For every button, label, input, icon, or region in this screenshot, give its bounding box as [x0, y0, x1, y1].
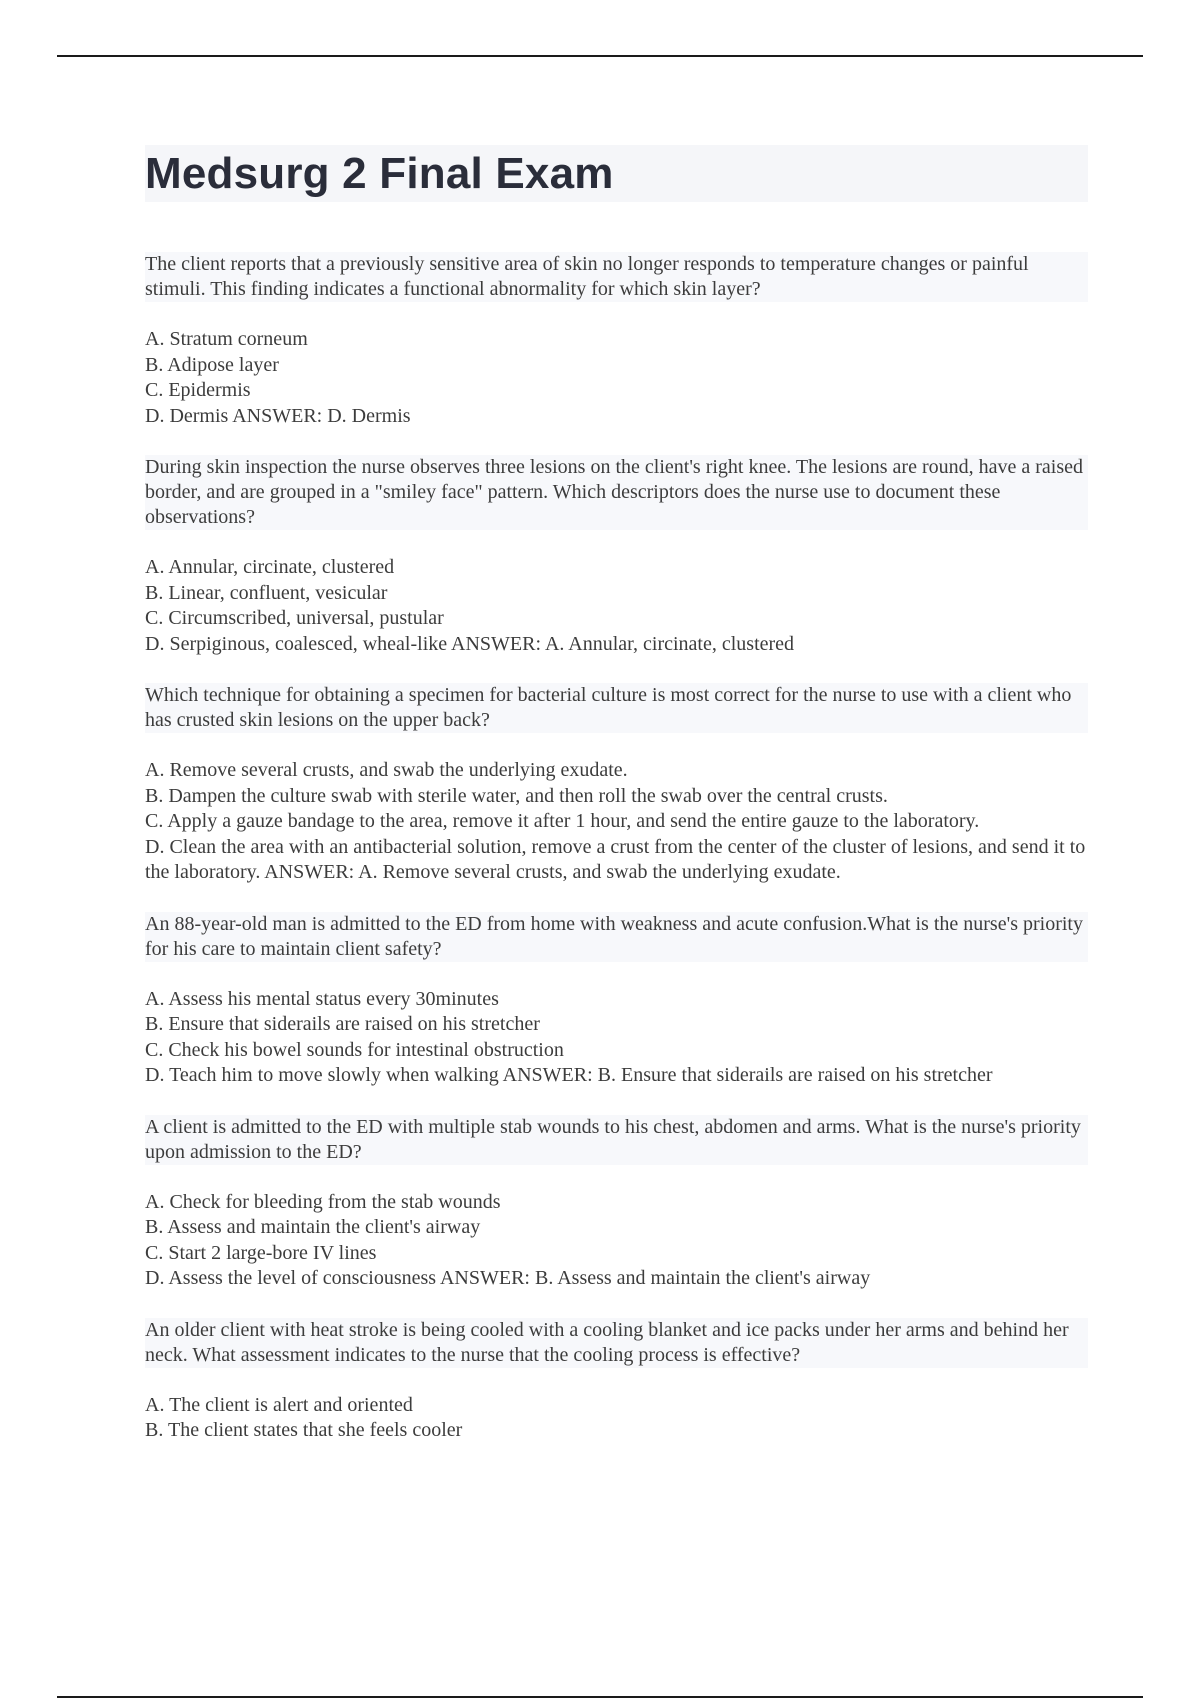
question-list: [145, 252, 1095, 1470]
question-block: [145, 912, 1095, 1089]
question-text: A client is admitted to the ED with multiple stab wounds to his chest, abdomen and arms. What is the nurse's priority upon admission to the ED?: [145, 1115, 1088, 1165]
question-block: [145, 455, 1095, 657]
option-d-text: D. Assess the level of consciousness: [145, 1267, 437, 1289]
option-a: A. Assess his mental status every 30minutes: [145, 987, 499, 1010]
option-d: [145, 404, 1095, 430]
option-c: C. Start 2 large-bore IV lines: [145, 1241, 377, 1264]
question-text: The client reports that a previously sensitive area of skin no longer responds to temperature changes or painful stimuli. This finding indicates a functional abnormality for which skin layer?: [145, 252, 1088, 302]
option-c: C. Epidermis: [145, 379, 251, 401]
option-b: B. Dampen the culture swab with sterile water, and then roll the swab over the central crusts.: [145, 784, 888, 807]
option-d-text: D. Clean the area with an antibacterial solution, remove a crust from the center of the cluster of lesions, and send it to the laboratory.: [145, 835, 1086, 883]
option-c: C. Apply a gauze bandage to the area, remove it after 1 hour, and send the entire gauze to the laboratory.: [145, 810, 980, 832]
option-a: A. Stratum corneum: [145, 328, 308, 350]
option-b: B. Adipose layer: [145, 353, 279, 376]
option-d: [145, 1063, 1095, 1089]
header-rule: [57, 55, 1143, 57]
question-text: During skin inspection the nurse observes three lesions on the client's right knee. The lesions are round, have a raised border, and are grouped in a "smiley face" pattern. Which descriptors does the nurse use to document these observations?: [145, 455, 1088, 530]
option-a: A. Check for bleeding from the stab wounds: [145, 1190, 501, 1213]
option-d-text: D. Serpiginous, coalesced, wheal-like: [145, 632, 448, 655]
question-text: Which technique for obtaining a specimen for bacterial culture is most correct for the nurse to use with a client who has crusted skin lesions on the upper back?: [145, 683, 1088, 733]
option-b: B. Linear, confluent, vesicular: [145, 581, 388, 604]
question-block: [145, 1115, 1095, 1292]
answer-text: ANSWER: B. Assess and maintain the client's airway: [439, 1267, 871, 1289]
option-d: [145, 632, 1095, 658]
option-d: [145, 1266, 1095, 1292]
question-block: [145, 683, 1095, 886]
title-banner: [145, 145, 1088, 202]
option-a: A. Annular, circinate, clustered: [145, 556, 395, 578]
option-d: [145, 835, 1088, 886]
option-b: B. Assess and maintain the client's airway: [145, 1216, 481, 1238]
option-a: A. Remove several crusts, and swab the underlying exudate.: [145, 759, 628, 781]
document-title: Medsurg 2 Final Exam: [145, 148, 614, 198]
answer-text: ANSWER: A. Annular, circinate, clustered: [451, 632, 795, 655]
option-b: B. The client states that she feels cooler: [145, 1419, 463, 1441]
answer-text: ANSWER: D. Dermis: [232, 404, 411, 427]
footer-rule: [57, 1696, 1143, 1698]
option-c: C. Circumscribed, universal, pustular: [145, 607, 444, 629]
option-a: A. The client is alert and oriented: [145, 1393, 413, 1416]
option-d-text: D. Dermis: [145, 404, 229, 427]
question-block: [145, 1318, 1095, 1444]
question-block: [145, 252, 1095, 429]
answer-text: ANSWER: A. Remove several crusts, and swab the underlying exudate.: [264, 861, 841, 883]
option-d-text: D. Teach him to move slowly when walking: [145, 1064, 499, 1086]
answer-text: ANSWER: B. Ensure that siderails are raised on his stretcher: [502, 1064, 993, 1086]
question-text: An older client with heat stroke is being cooled with a cooling blanket and ice packs under her arms and behind her neck. What assessment indicates to the nurse that the cooling process is effective?: [145, 1318, 1088, 1368]
option-b: B. Ensure that siderails are raised on his stretcher: [145, 1013, 540, 1035]
option-c: C. Check his bowel sounds for intestinal obstruction: [145, 1038, 564, 1061]
question-text: An 88-year-old man is admitted to the ED from home with weakness and acute confusion.What is the nurse's priority for his care to maintain client safety?: [145, 912, 1088, 962]
